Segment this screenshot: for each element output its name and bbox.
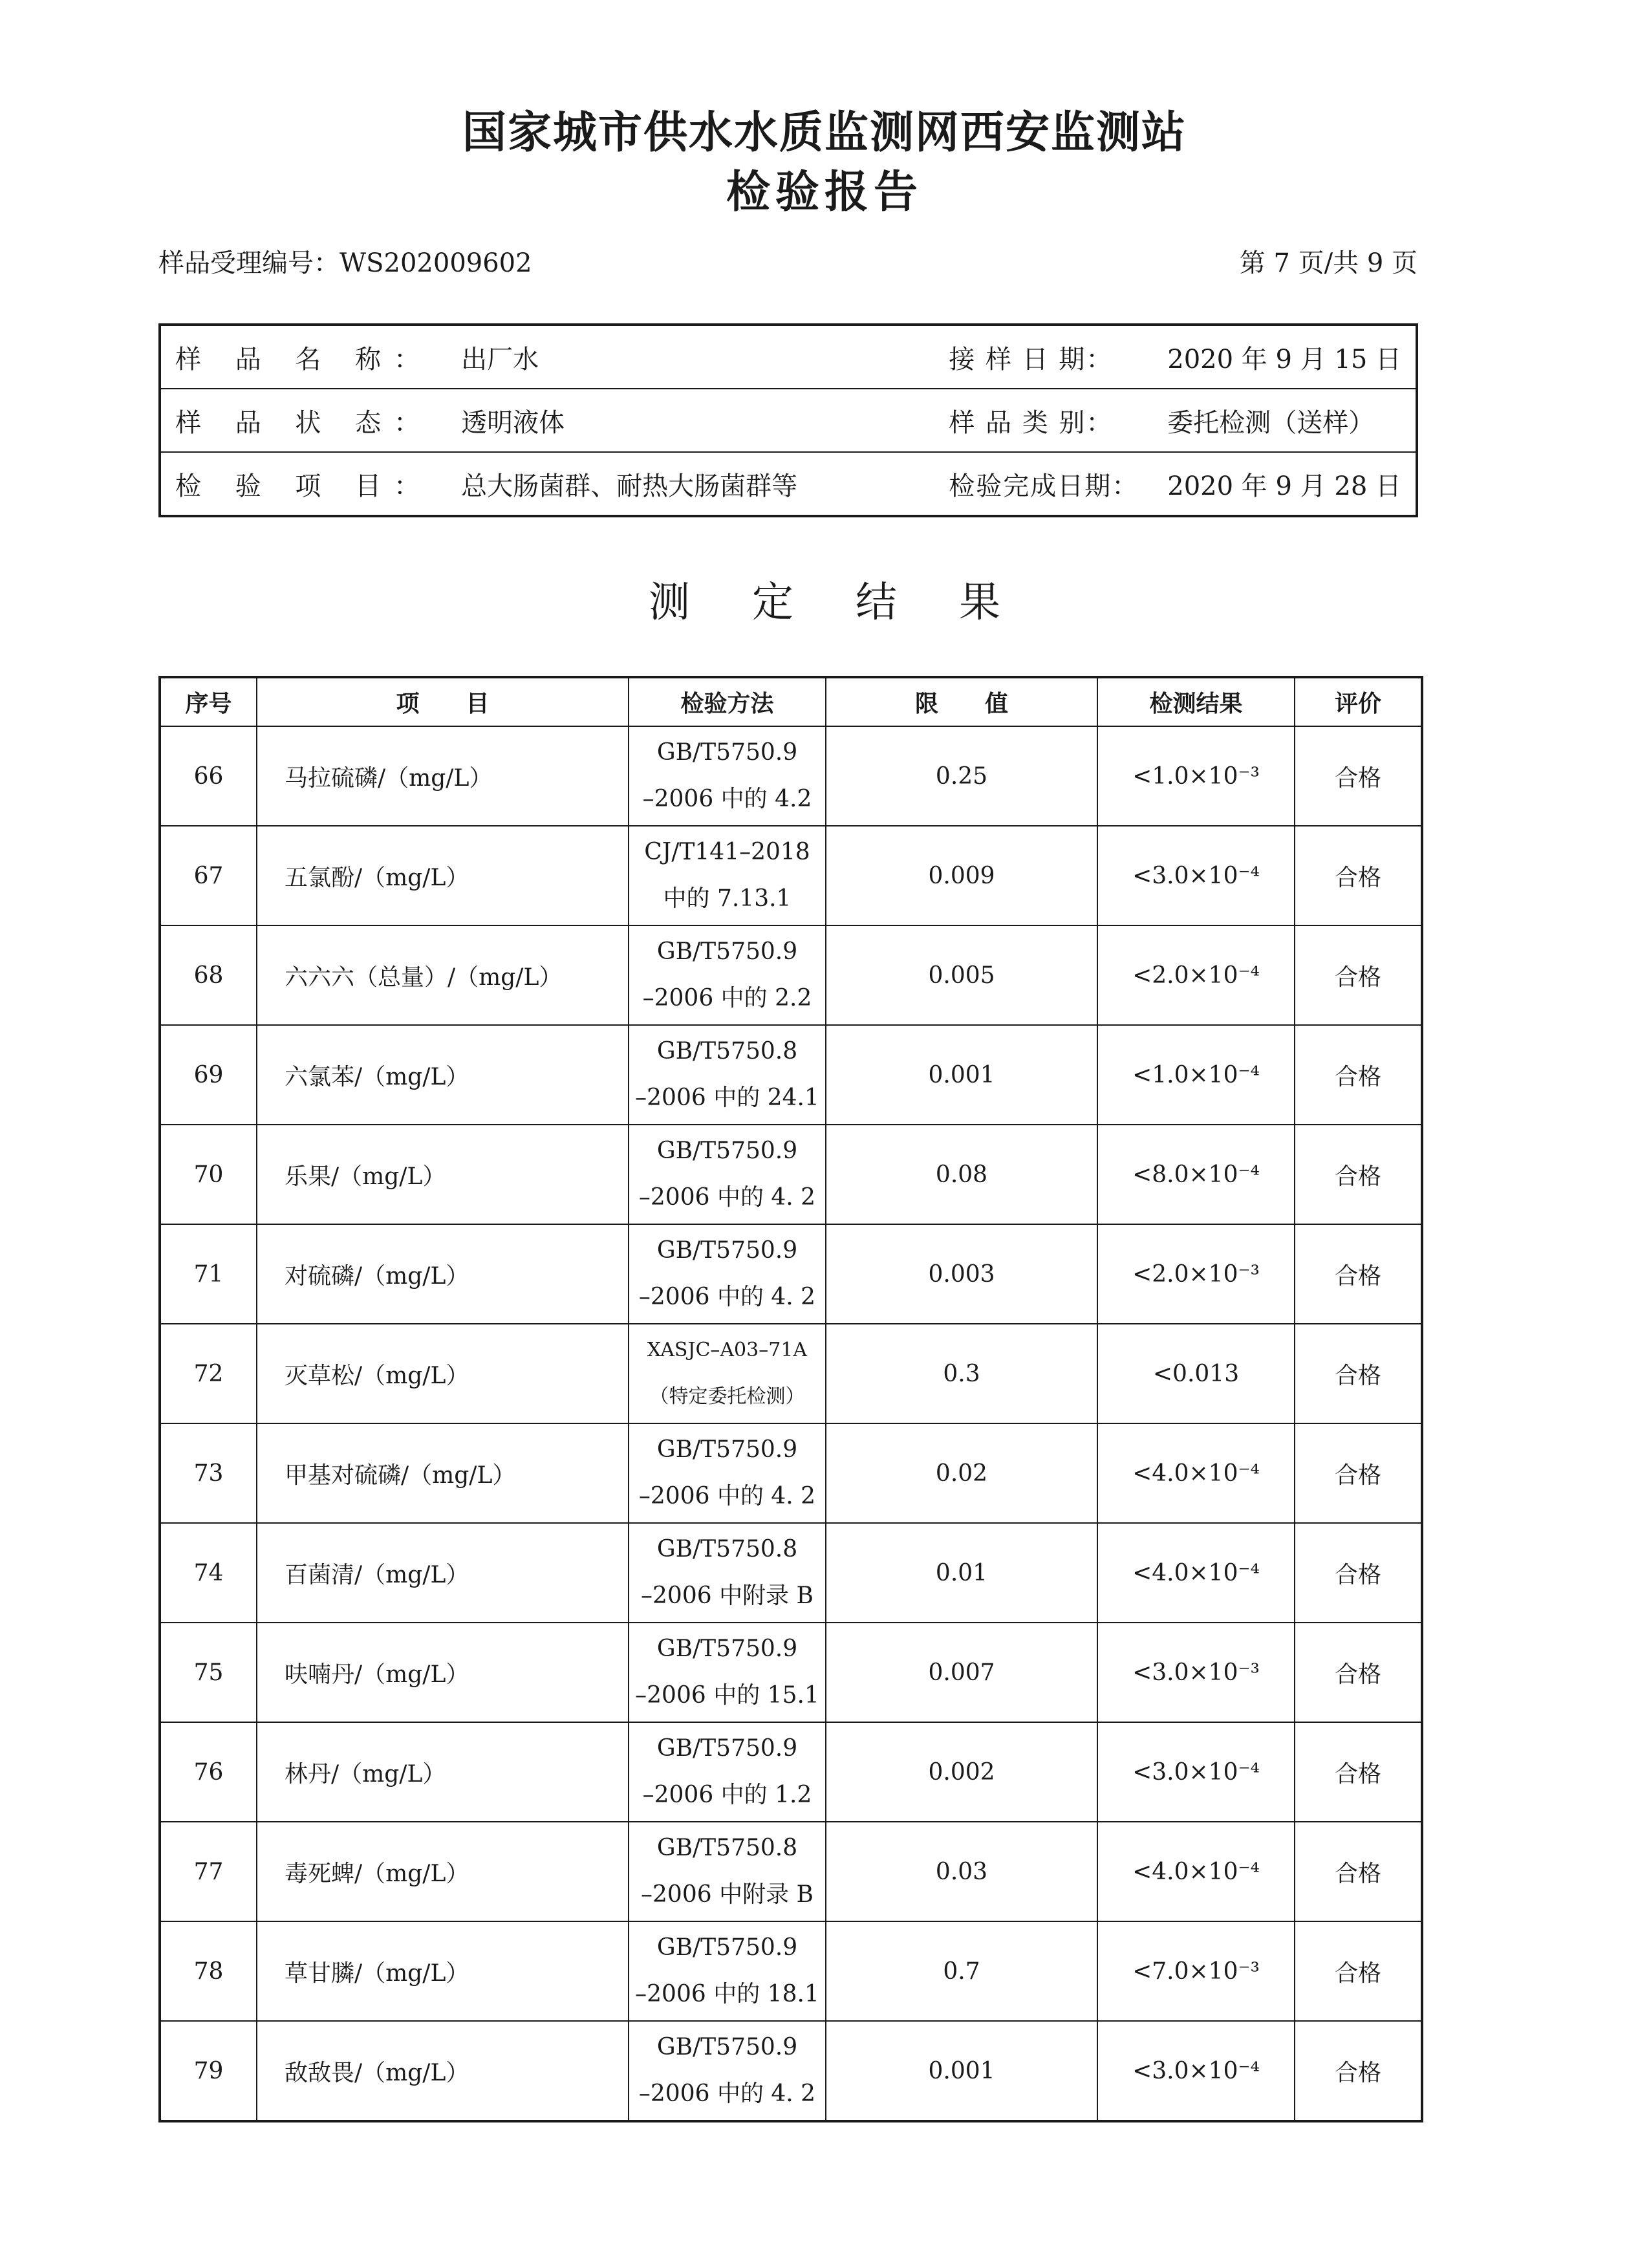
page-info: 第 7 页/共 9 页 (1239, 248, 1417, 278)
organization-title: 国家城市供水水质监测网西安监测站 (462, 107, 1187, 158)
results-table (158, 676, 1423, 2122)
table-row (160, 1025, 1422, 1125)
method-line-2: –2006 中的 2.2 (642, 985, 812, 1011)
row-limit: 0.02 (826, 1423, 1097, 1523)
row-result: <2.0×10⁻³ (1097, 1224, 1295, 1324)
method-line-2: –2006 中的 1.2 (642, 1782, 812, 1808)
row-evaluation: 合格 (1295, 1921, 1422, 2021)
row-item: 敌敌畏/（mg/L） (257, 2021, 629, 2121)
row-result: <8.0×10⁻⁴ (1097, 1125, 1295, 1224)
complete-date-value: 2020 年 9 月 28 日 (1167, 471, 1401, 501)
row-number: 76 (160, 1722, 257, 1822)
row-result: <4.0×10⁻⁴ (1097, 1423, 1295, 1523)
method-line-1: GB/T5750.8 (656, 1835, 798, 1861)
method-line-2: –2006 中附录 B (641, 1881, 814, 1908)
row-method (629, 1224, 826, 1324)
row-result: <3.0×10⁻³ (1097, 1623, 1295, 1722)
table-row (160, 925, 1422, 1025)
table-row (160, 1822, 1422, 1921)
row-number: 71 (160, 1224, 257, 1324)
method-line-1: XASJC–A03–71A (647, 1339, 808, 1361)
row-method (629, 1324, 826, 1423)
row-item: 五氯酚/（mg/L） (257, 826, 629, 925)
row-method (629, 925, 826, 1025)
row-item: 马拉硫磷/（mg/L） (257, 726, 629, 826)
method-line-1: GB/T5750.9 (656, 1138, 798, 1164)
sample-info-table (158, 323, 1418, 517)
row-result: <1.0×10⁻⁴ (1097, 1025, 1295, 1125)
row-limit: 0.002 (826, 1722, 1097, 1822)
sample-state-label: 样 品 状 态： (160, 389, 447, 452)
method-line-2: –2006 中的 4.2 (642, 786, 812, 812)
method-line-1: GB/T5750.9 (656, 1735, 798, 1762)
row-method (629, 1423, 826, 1523)
header-item: 项 目 (257, 677, 629, 726)
method-line-2: –2006 中的 15.1 (635, 1682, 819, 1709)
method-line-1: GB/T5750.9 (656, 1934, 798, 1961)
row-method (629, 1025, 826, 1125)
method-line-2: –2006 中附录 B (641, 1582, 814, 1609)
row-number: 72 (160, 1324, 257, 1423)
row-evaluation: 合格 (1295, 826, 1422, 925)
row-number: 66 (160, 726, 257, 826)
row-number: 75 (160, 1623, 257, 1722)
method-line-1: GB/T5750.9 (656, 1436, 798, 1463)
row-item: 灭草松/（mg/L） (257, 1324, 629, 1423)
row-result: <2.0×10⁻⁴ (1097, 925, 1295, 1025)
row-evaluation: 合格 (1295, 1722, 1422, 1822)
table-row (160, 1224, 1422, 1324)
row-method (629, 826, 826, 925)
method-line-2: （特定委托检测） (649, 1385, 805, 1408)
row-result: <3.0×10⁻⁴ (1097, 2021, 1295, 2121)
method-line-1: GB/T5750.8 (656, 1038, 798, 1064)
row-limit: 0.005 (826, 925, 1097, 1025)
test-items-label: 检 验 项 目： (175, 471, 433, 501)
table-row (160, 1125, 1422, 1224)
row-item: 乐果/（mg/L） (257, 1125, 629, 1224)
row-result: <4.0×10⁻⁴ (1097, 1822, 1295, 1921)
report-title-block (0, 103, 1649, 222)
receive-date-label: 接 样 日 期： (934, 325, 1153, 389)
row-item: 草甘膦/（mg/L） (257, 1921, 629, 2021)
row-method (629, 1523, 826, 1623)
row-result: <1.0×10⁻³ (1097, 726, 1295, 826)
row-number: 73 (160, 1423, 257, 1523)
row-result: <3.0×10⁻⁴ (1097, 1722, 1295, 1822)
method-line-1: GB/T5750.9 (656, 1237, 798, 1264)
results-heading: 测定结果 (649, 579, 1062, 627)
method-line-1: GB/T5750.9 (656, 1636, 798, 1662)
table-row (160, 1423, 1422, 1523)
row-evaluation: 合格 (1295, 1623, 1422, 1722)
row-evaluation: 合格 (1295, 1224, 1422, 1324)
row-item: 甲基对硫磷/（mg/L） (257, 1423, 629, 1523)
table-row (160, 1623, 1422, 1722)
method-line-1: CJ/T141–2018 (644, 839, 810, 865)
info-row (160, 452, 1417, 516)
row-limit: 0.7 (826, 1921, 1097, 2021)
method-line-1: GB/T5750.9 (656, 2034, 798, 2060)
sample-id-line (158, 243, 532, 279)
row-limit: 0.25 (826, 726, 1097, 826)
row-limit: 0.001 (826, 1025, 1097, 1125)
row-number: 74 (160, 1523, 257, 1623)
row-limit: 0.08 (826, 1125, 1097, 1224)
row-limit: 0.03 (826, 1822, 1097, 1921)
info-row (160, 325, 1417, 389)
row-number: 70 (160, 1125, 257, 1224)
table-row (160, 2021, 1422, 2121)
sample-id-value: WS202009602 (339, 248, 532, 278)
method-line-2: –2006 中的 4. 2 (638, 1284, 816, 1310)
method-line-2: –2006 中的 18.1 (635, 1981, 819, 2007)
row-limit: 0.007 (826, 1623, 1097, 1722)
row-evaluation: 合格 (1295, 726, 1422, 826)
table-row (160, 726, 1422, 826)
row-item: 六氯苯/（mg/L） (257, 1025, 629, 1125)
row-evaluation: 合格 (1295, 1025, 1422, 1125)
test-items-value: 总大肠菌群、耐热大肠菌群等 (461, 471, 798, 501)
complete-date-label: 检验完成日期： (949, 471, 1139, 501)
row-evaluation: 合格 (1295, 1822, 1422, 1921)
row-number: 78 (160, 1921, 257, 2021)
method-line-2: –2006 中的 24.1 (635, 1085, 819, 1111)
row-limit: 0.003 (826, 1224, 1097, 1324)
row-item: 对硫磷/（mg/L） (257, 1224, 629, 1324)
method-line-1: GB/T5750.8 (656, 1536, 798, 1562)
row-number: 79 (160, 2021, 257, 2121)
table-row (160, 826, 1422, 925)
row-evaluation: 合格 (1295, 2021, 1422, 2121)
row-evaluation: 合格 (1295, 1423, 1422, 1523)
header-method: 检验方法 (629, 677, 826, 726)
row-item: 毒死蜱/（mg/L） (257, 1822, 629, 1921)
row-method (629, 726, 826, 826)
method-line-2: –2006 中的 4. 2 (638, 2080, 816, 2107)
row-method (629, 1722, 826, 1822)
row-number: 67 (160, 826, 257, 925)
info-row (160, 389, 1417, 452)
header-no: 序号 (160, 677, 257, 726)
row-evaluation: 合格 (1295, 1324, 1422, 1423)
row-item: 六六六（总量）/（mg/L） (257, 925, 629, 1025)
table-header-row (160, 677, 1422, 726)
row-method (629, 1125, 826, 1224)
row-result: <0.013 (1097, 1324, 1295, 1423)
sample-type-value: 委托检测（送样） (1153, 389, 1417, 452)
row-method (629, 1822, 826, 1921)
method-line-1: GB/T5750.9 (656, 938, 798, 965)
row-evaluation: 合格 (1295, 925, 1422, 1025)
method-line-2: –2006 中的 4. 2 (638, 1483, 816, 1509)
row-evaluation: 合格 (1295, 1125, 1422, 1224)
report-title: 检验报告 (726, 167, 923, 218)
sample-type-label: 样 品 类 别： (934, 389, 1153, 452)
row-limit: 0.001 (826, 2021, 1097, 2121)
sample-id-label: 样品受理编号： (158, 248, 339, 278)
row-item: 林丹/（mg/L） (257, 1722, 629, 1822)
table-row (160, 1324, 1422, 1423)
header-limit: 限 值 (826, 677, 1097, 726)
method-line-2: 中的 7.13.1 (663, 885, 792, 912)
receive-date-value: 2020 年 9 月 15 日 (1153, 325, 1417, 389)
method-line-2: –2006 中的 4. 2 (638, 1184, 816, 1211)
row-method (629, 1921, 826, 2021)
row-item: 百菌清/（mg/L） (257, 1523, 629, 1623)
table-row (160, 1921, 1422, 2021)
row-limit: 0.01 (826, 1523, 1097, 1623)
row-limit: 0.009 (826, 826, 1097, 925)
sample-state-value: 透明液体 (447, 389, 934, 452)
method-line-1: GB/T5750.9 (656, 739, 798, 766)
row-method (629, 2021, 826, 2121)
results-body (160, 726, 1422, 2121)
row-limit: 0.3 (826, 1324, 1097, 1423)
row-result: <7.0×10⁻³ (1097, 1921, 1295, 2021)
row-number: 69 (160, 1025, 257, 1125)
table-row (160, 1722, 1422, 1822)
row-result: <4.0×10⁻⁴ (1097, 1523, 1295, 1623)
row-number: 68 (160, 925, 257, 1025)
row-evaluation: 合格 (1295, 1523, 1422, 1623)
row-result: <3.0×10⁻⁴ (1097, 826, 1295, 925)
sample-name-label: 样 品 名 称： (160, 325, 447, 389)
header-evaluation: 评价 (1295, 677, 1422, 726)
header-result: 检测结果 (1097, 677, 1295, 726)
row-item: 呋喃丹/（mg/L） (257, 1623, 629, 1722)
table-row (160, 1523, 1422, 1623)
row-method (629, 1623, 826, 1722)
row-number: 77 (160, 1822, 257, 1921)
sample-name-value: 出厂水 (447, 325, 934, 389)
